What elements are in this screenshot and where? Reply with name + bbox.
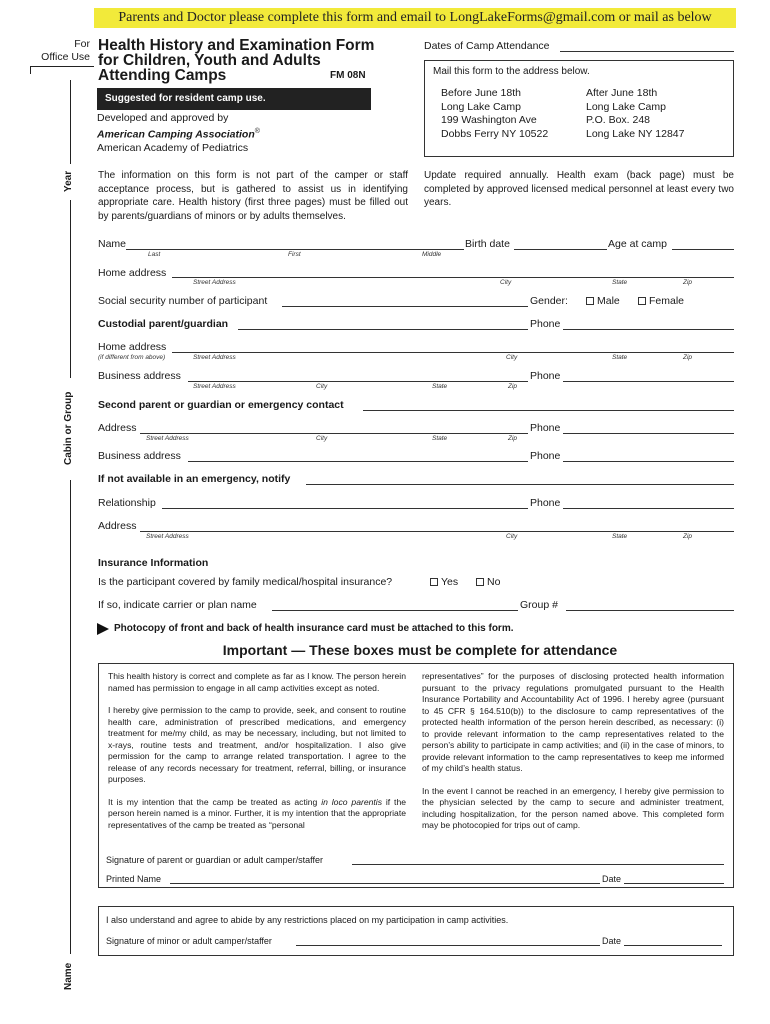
mail-heading: Mail this form to the address below.	[433, 66, 590, 77]
name-field-label: Name	[98, 238, 127, 250]
age-input[interactable]	[672, 249, 734, 250]
notify-phone-input[interactable]	[563, 508, 734, 509]
business-phone2-label: Phone	[530, 450, 561, 462]
carrier-label: If so, indicate carrier or plan name	[98, 599, 257, 611]
city-hint-3: City	[316, 383, 328, 390]
address-before	[441, 87, 548, 141]
address-after	[586, 87, 684, 141]
year-label: Year	[63, 170, 74, 192]
consent-p3-c: if the person herein named is a minor. Further, it is my intention that the appropriate representatives of the camp be treated as “personal	[108, 796, 406, 830]
city-hint-5: City	[506, 533, 518, 540]
title-line1: Health History and Examination Form	[98, 37, 375, 54]
consent-right-column	[422, 671, 724, 832]
insurance-question: Is the participant covered by family medical/hospital insurance?	[98, 576, 393, 588]
consent-p3-a: It is my intention that the camp be treated as acting	[108, 796, 322, 807]
office-use-bracket	[30, 66, 94, 74]
suggested-banner: Suggested for resident camp use.	[97, 88, 371, 110]
notify-address-input[interactable]	[140, 531, 734, 532]
consent-p5: In the event I cannot be reached in an emergency, I hereby give permission to the physician selected by the camp to secure and administer treatment, including hospitalization, for the person named above. This completed form may be photocopied for trips out of camp.	[422, 785, 724, 830]
consent-p4: representatives” for the purposes of disclosing protected health information pursuant to the privacy regulations promulgated pursuant to the Health Insurance Portability and Accountability Act of 1996. I hereby agree (pursuant to 45 CFR § 164.510(b)) to the disclosure to camp representatives of the protected health information of the person herein described, as necessary: (i) to provide relevant information to the camp representatives related to the person’s ability to participate in camp activities; and (ii) in the case of minors, to provide relevant information to the camp representatives to keep me informed of my child’s health status.	[422, 671, 724, 773]
male-checkbox[interactable]	[586, 297, 594, 305]
loco-parentis: in loco parentis	[321, 796, 382, 807]
zip-hint-4: Zip	[508, 435, 518, 442]
business-address2-label: Business address	[98, 450, 181, 462]
office-use-label	[28, 38, 90, 64]
insurance-heading: Insurance Information	[98, 557, 209, 569]
address-label: Address	[98, 422, 137, 434]
minor-date-input[interactable]	[624, 945, 722, 946]
state-hint-5: State	[612, 533, 628, 540]
state-hint-4: State	[432, 435, 448, 442]
insurance-no-option[interactable]	[476, 576, 500, 588]
instruction-banner: Parents and Doctor please complete this form and email to LongLakeForms@gmail.com or mail as below	[94, 8, 736, 28]
relationship-label: Relationship	[98, 497, 156, 509]
registered-mark: ®	[254, 128, 260, 135]
before-date: Before June 18th	[441, 87, 521, 99]
after-date: After June 18th	[586, 87, 658, 99]
group-input[interactable]	[566, 610, 734, 611]
parent-signature-label: Signature of parent or guardian or adult camper/staffer	[106, 855, 323, 865]
female-option[interactable]	[638, 295, 684, 307]
carrier-input[interactable]	[272, 610, 518, 611]
parent-signature-input[interactable]	[352, 864, 724, 865]
first-hint: First	[288, 251, 301, 258]
state-hint: State	[612, 279, 628, 286]
street-hint-2: Street Address	[193, 354, 236, 361]
group-label: Group #	[520, 599, 558, 611]
consent-p2: I hereby give permission to the camp to provide, seek, and consent to routine health care, administration of prescribed medications, and emergency treatment for me/my child, as may be necessary, including, but not limited to x-rays, routine tests and treatment, and/or hospitalization. I also give permission for the camp to arrange related transportation. I agree to the release of any records necessary for treatment, referral, billing, or insurance purposes.	[108, 705, 406, 784]
no-label: No	[487, 576, 501, 588]
after-city: Long Lake NY 12847	[586, 127, 685, 140]
last-hint: Last	[148, 251, 161, 258]
address-input[interactable]	[140, 433, 528, 434]
minor-signature-label: Signature of minor or adult camper/staffer	[106, 936, 272, 946]
no-checkbox[interactable]	[476, 578, 484, 586]
custodial-input[interactable]	[238, 329, 528, 330]
city-hint-4: City	[316, 435, 328, 442]
home-address2-input[interactable]	[172, 352, 734, 353]
name-input[interactable]	[126, 249, 464, 250]
notify-phone-label: Phone	[530, 497, 561, 509]
minor-date-label: Date	[602, 936, 622, 946]
form-code: FM 08N	[330, 70, 366, 81]
age-label: Age at camp	[608, 238, 667, 250]
before-city: Dobbs Ferry NY 10522	[441, 127, 549, 140]
custodial-phone-label: Phone	[530, 318, 561, 330]
date-label: Date	[602, 874, 622, 884]
consent-left-column	[108, 671, 406, 831]
second-phone-label: Phone	[530, 422, 561, 434]
second-parent-label: Second parent or guardian or emergency contact	[98, 399, 344, 411]
info-right: Update required annually. Health exam (back page) must be completed by approved licensed medical personnel at least every two years.	[424, 170, 734, 208]
business-address-input[interactable]	[188, 381, 528, 382]
triangle-arrow-icon	[97, 623, 109, 635]
state-hint-2: State	[612, 354, 628, 361]
female-checkbox[interactable]	[638, 297, 646, 305]
title-line3: Attending Camps	[98, 67, 227, 84]
home-address2-label: Home address	[98, 341, 167, 353]
ssn-input[interactable]	[282, 306, 528, 307]
city-hint: City	[500, 279, 512, 286]
after-camp: Long Lake Camp	[586, 100, 666, 113]
yes-checkbox[interactable]	[430, 578, 438, 586]
year-line	[70, 80, 71, 164]
business-phone-label: Phone	[530, 370, 561, 382]
street-hint-5: Street Address	[146, 533, 189, 540]
photocopy-note: Photocopy of front and back of health insurance card must be attached to this form.	[114, 623, 514, 634]
ssn-label: Social security number of participant	[98, 295, 268, 307]
relationship-input[interactable]	[162, 508, 528, 509]
cabin-line	[70, 200, 71, 378]
custodial-phone-input[interactable]	[563, 329, 734, 330]
before-camp: Long Lake Camp	[441, 100, 521, 113]
if-different-hint: (if different from above)	[98, 354, 166, 361]
aap-name: American Academy of Pediatrics	[97, 141, 249, 154]
developed-by-line: Developed and approved by	[97, 112, 229, 124]
second-parent-input[interactable]	[363, 410, 734, 411]
street-hint-4: Street Address	[146, 435, 189, 442]
minor-consent-box	[98, 906, 734, 956]
info-left: The information on this form is not part of the camper or staff acceptance process, but is gathered to assist us in identifying appropriate care. Health history (first three pages) must be filled out by parents/guardians of minors or by adults themselves.	[98, 170, 408, 222]
male-label: Male	[597, 295, 620, 307]
zip-hint-2: Zip	[683, 354, 693, 361]
aca-name: American Camping Association	[97, 128, 255, 141]
before-street: 199 Washington Ave	[441, 114, 537, 126]
consent-p3	[108, 797, 406, 832]
home-address-input[interactable]	[172, 277, 734, 278]
yes-label: Yes	[441, 576, 459, 588]
street-hint: Street Address	[193, 279, 236, 286]
important-heading: Important — These boxes must be complete for attendance	[222, 642, 618, 658]
insurance-yes-option[interactable]	[430, 576, 458, 588]
title-line2: for Children, Youth and Adults	[98, 52, 321, 69]
male-option[interactable]	[586, 295, 620, 307]
printed-name-label: Printed Name	[106, 874, 162, 884]
notify-address-label: Address	[98, 520, 137, 532]
attendance-input[interactable]	[560, 51, 734, 52]
notify-label: If not available in an emergency, notify	[98, 473, 291, 485]
notify-input[interactable]	[306, 484, 734, 485]
name-line	[70, 480, 71, 954]
second-phone-input[interactable]	[563, 433, 734, 434]
office-use-line2: Office Use	[41, 51, 90, 63]
date-input[interactable]	[624, 883, 724, 884]
home-address-label: Home address	[98, 267, 167, 279]
business-address-label: Business address	[98, 370, 181, 382]
state-hint-3: State	[432, 383, 448, 390]
birth-date-label: Birth date	[465, 238, 510, 250]
developed-by	[97, 112, 260, 155]
middle-hint: Middle	[422, 251, 442, 258]
city-hint-2: City	[506, 354, 518, 361]
consent-p1: This health history is correct and complete as far as I know. The person herein named has permission to engage in all camp activities except as noted.	[108, 671, 406, 693]
after-po: P.O. Box. 248	[586, 114, 651, 126]
business-address2-input[interactable]	[188, 461, 528, 462]
cabin-group-label: Cabin or Group	[63, 391, 74, 465]
name-label: Name	[63, 962, 74, 990]
birth-date-input[interactable]	[514, 249, 607, 250]
custodial-label: Custodial parent/guardian	[98, 318, 229, 330]
zip-hint: Zip	[683, 279, 693, 286]
zip-hint-5: Zip	[683, 533, 693, 540]
street-hint-3: Street Address	[193, 383, 236, 390]
female-label: Female	[649, 295, 685, 307]
gender-label: Gender:	[530, 295, 568, 307]
abide-text: I also understand and agree to abide by any restrictions placed on my participation in camp activities.	[106, 915, 509, 925]
minor-signature-input[interactable]	[296, 945, 600, 946]
business-phone-input[interactable]	[563, 381, 734, 382]
printed-name-input[interactable]	[170, 883, 600, 884]
zip-hint-3: Zip	[508, 383, 518, 390]
business-phone2-input[interactable]	[563, 461, 734, 462]
attendance-label: Dates of Camp Attendance	[424, 40, 550, 52]
office-use-line1: For	[74, 38, 90, 50]
